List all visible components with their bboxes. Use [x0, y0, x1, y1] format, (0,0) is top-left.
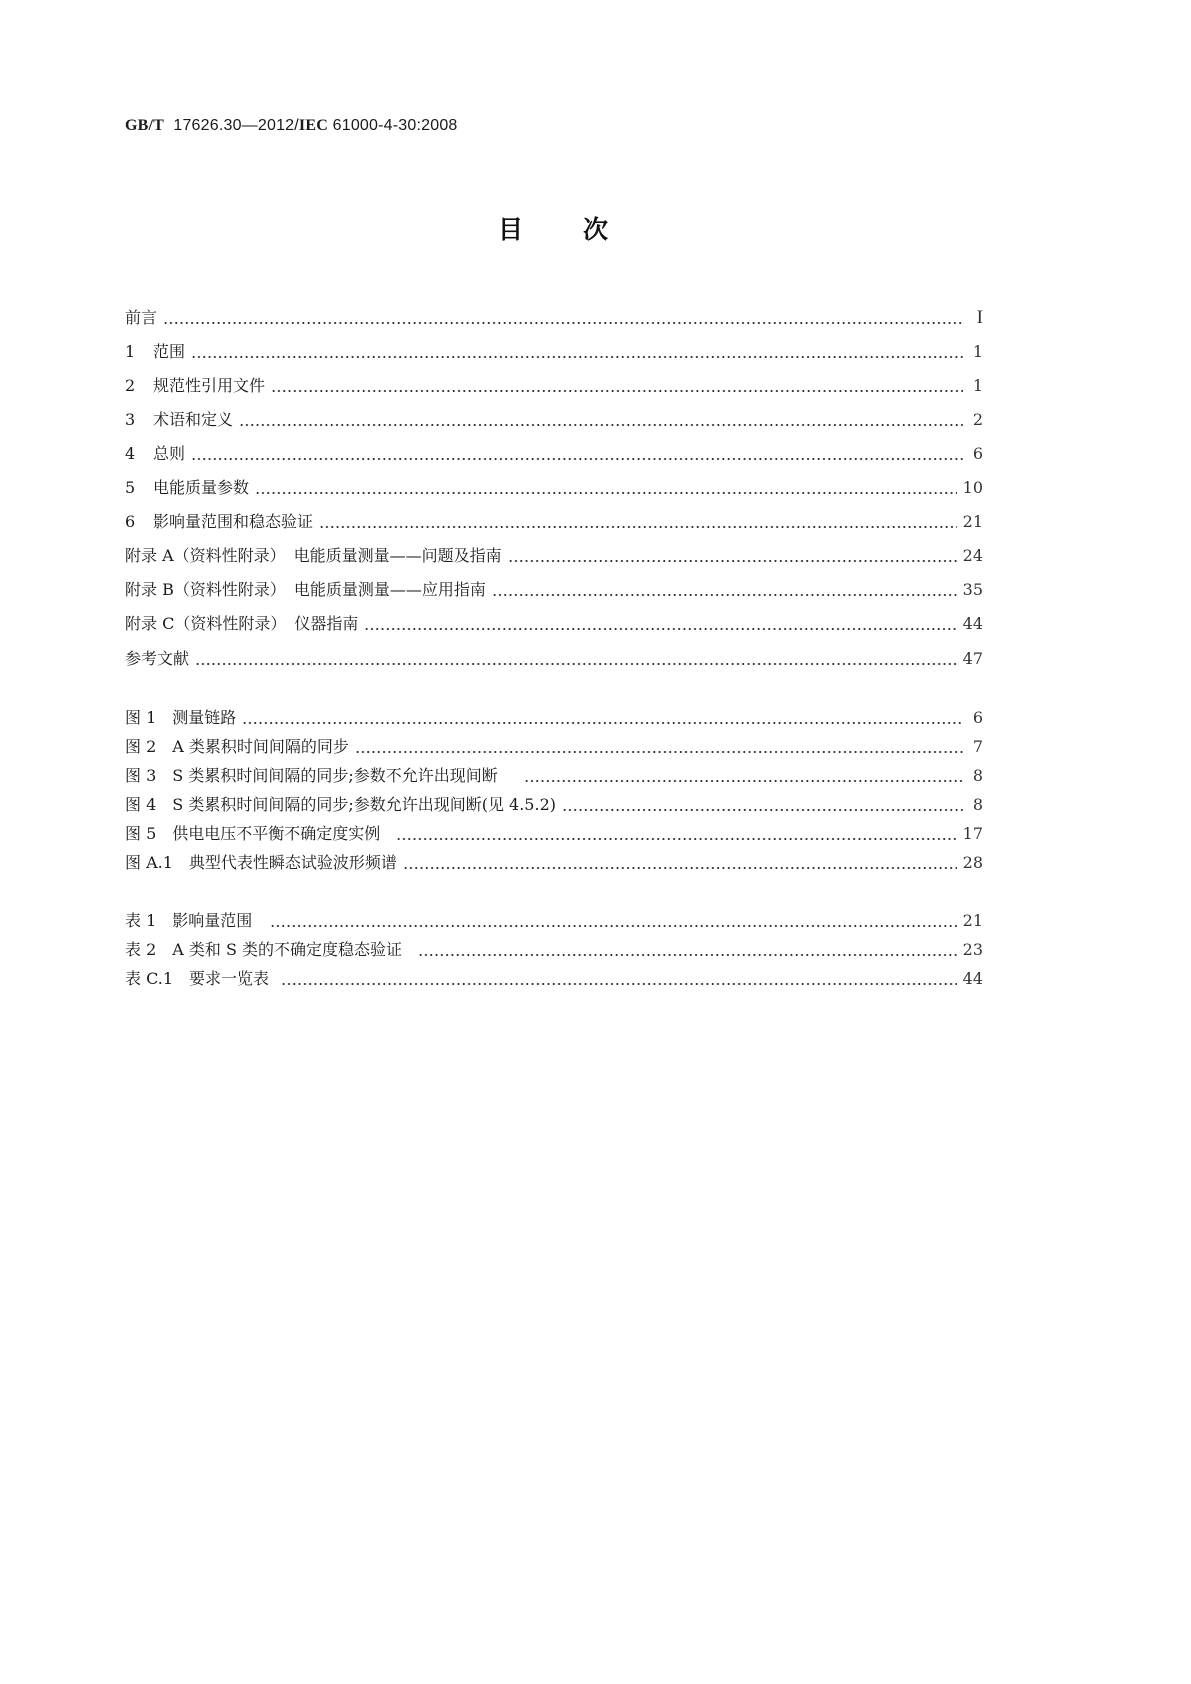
- toc-entry-general[interactable]: [125, 442, 983, 464]
- toc-entry-scope[interactable]: [125, 340, 983, 362]
- dot-leader: [319, 512, 957, 532]
- toc-entry-terms-definitions[interactable]: [125, 408, 983, 430]
- dot-leader: [281, 969, 957, 989]
- dot-leader: [271, 376, 963, 396]
- toc-figure-label: 图 4 S 类累积时间间隔的同步;参数允许出现间断(见 4.5.2): [125, 795, 556, 814]
- toc-entry-label: 范围: [153, 342, 186, 361]
- toc-figure-4[interactable]: [125, 793, 983, 815]
- dot-leader: [355, 737, 963, 757]
- toc-table-label: 表 1 影响量范围: [125, 911, 253, 930]
- toc-entry-page: 2: [972, 410, 983, 429]
- dot-leader: [163, 308, 963, 328]
- toc-entry-label: 参考文献: [125, 649, 190, 668]
- toc-table-page: 44: [962, 969, 983, 988]
- page-title: [0, 210, 1191, 250]
- toc-entry-page: 44: [962, 614, 983, 633]
- toc-figure-page: 28: [962, 853, 983, 872]
- toc-entry-label: 附录 B（资料性附录） 电能质量测量——应用指南: [125, 580, 486, 599]
- toc-entry-page: I: [976, 307, 983, 328]
- dot-leader: [239, 410, 963, 430]
- toc-entry-foreword[interactable]: [125, 306, 983, 328]
- toc-entry-number: 5: [125, 478, 136, 497]
- toc-table-label: 表 C.1 要求一览表: [125, 969, 270, 988]
- dot-leader: [191, 444, 963, 464]
- toc-entry-influence-quantities[interactable]: [125, 510, 983, 532]
- toc-figure-page: 7: [972, 737, 983, 756]
- toc-entry-page: 1: [972, 342, 983, 361]
- title-char-2: 次: [583, 215, 609, 244]
- standard-code-header: [125, 117, 458, 135]
- toc-figure-label: 图 1 测量链路: [125, 708, 237, 727]
- dot-leader: [195, 649, 957, 669]
- dot-leader: [562, 795, 963, 815]
- dot-leader: [524, 766, 963, 786]
- toc-entry-label: 规范性引用文件: [153, 376, 266, 395]
- toc-figure-page: 8: [972, 795, 983, 814]
- dot-leader: [492, 580, 957, 600]
- dot-leader: [270, 911, 956, 931]
- dot-leader: [396, 824, 956, 844]
- toc-table-2[interactable]: [125, 938, 983, 960]
- toc-entry-number: 3: [125, 410, 136, 429]
- toc-figure-page: 17: [962, 824, 983, 843]
- toc-entry-label: 附录 A（资料性附录） 电能质量测量——问题及指南: [125, 546, 502, 565]
- toc-entry-page: 21: [962, 512, 983, 531]
- dot-leader: [255, 478, 957, 498]
- standard-number: 17626.30—2012/: [173, 117, 299, 134]
- toc-entry-label: 影响量范围和稳态验证: [153, 512, 314, 531]
- toc-figure-2[interactable]: [125, 735, 983, 757]
- toc-figure-label: 图 A.1 典型代表性瞬态试验波形频谱: [125, 853, 397, 872]
- toc-entry-number: 4: [125, 444, 136, 463]
- toc-table-page: 21: [962, 911, 983, 930]
- toc-entry-label: 电能质量参数: [153, 478, 250, 497]
- toc-entry-page: 10: [962, 478, 983, 497]
- toc-figure-1[interactable]: [125, 706, 983, 728]
- toc-entry-annex-b[interactable]: [125, 578, 983, 600]
- toc-entry-number: 1: [125, 342, 136, 361]
- dot-leader: [191, 342, 963, 362]
- toc-entry-number: 2: [125, 376, 136, 395]
- toc-figure-5[interactable]: [125, 822, 983, 844]
- toc-entry-page: 6: [972, 444, 983, 463]
- iec-prefix: IEC: [298, 117, 328, 134]
- toc-figure-label: 图 2 A 类累积时间间隔的同步: [125, 737, 349, 756]
- toc-entry-page: 47: [962, 649, 983, 668]
- toc-entry-normative-references[interactable]: [125, 374, 983, 396]
- toc-entry-label: 附录 C（资料性附录） 仪器指南: [125, 614, 359, 633]
- dot-leader: [364, 614, 956, 634]
- dot-leader: [242, 708, 963, 728]
- toc-entry-power-quality-parameters[interactable]: [125, 476, 983, 498]
- dot-leader: [403, 853, 957, 873]
- toc-table-label: 表 2 A 类和 S 类的不确定度稳态验证: [125, 940, 403, 959]
- toc-entry-label: 总则: [153, 444, 186, 463]
- toc-entry-annex-a[interactable]: [125, 544, 983, 566]
- title-char-1: 目: [498, 215, 524, 244]
- dot-leader: [418, 940, 957, 960]
- toc-entry-page: 24: [962, 546, 983, 565]
- toc-table-1[interactable]: [125, 909, 983, 931]
- toc-entry-label: 前言: [125, 308, 158, 327]
- toc-figure-page: 8: [972, 766, 983, 785]
- toc-figure-label: 图 3 S 类累积时间间隔的同步;参数不允许出现间断: [125, 766, 498, 785]
- toc-figure-page: 6: [972, 708, 983, 727]
- toc-table-page: 23: [962, 940, 983, 959]
- toc-entry-label: 术语和定义: [153, 410, 234, 429]
- toc-entry-page: 1: [972, 376, 983, 395]
- toc-figure-3[interactable]: [125, 764, 983, 786]
- toc-figure-label: 图 5 供电电压不平衡不确定度实例: [125, 824, 381, 843]
- toc-entry-number: 6: [125, 512, 136, 531]
- standard-prefix: GB/T: [125, 117, 165, 134]
- dot-leader: [508, 546, 957, 566]
- iec-number: 61000-4-30:2008: [332, 117, 458, 134]
- toc-table-c1[interactable]: [125, 967, 983, 989]
- toc-entry-page: 35: [962, 580, 983, 599]
- toc-figure-a1[interactable]: [125, 851, 983, 873]
- toc-entry-bibliography[interactable]: [125, 647, 983, 669]
- toc-entry-annex-c[interactable]: [125, 612, 983, 634]
